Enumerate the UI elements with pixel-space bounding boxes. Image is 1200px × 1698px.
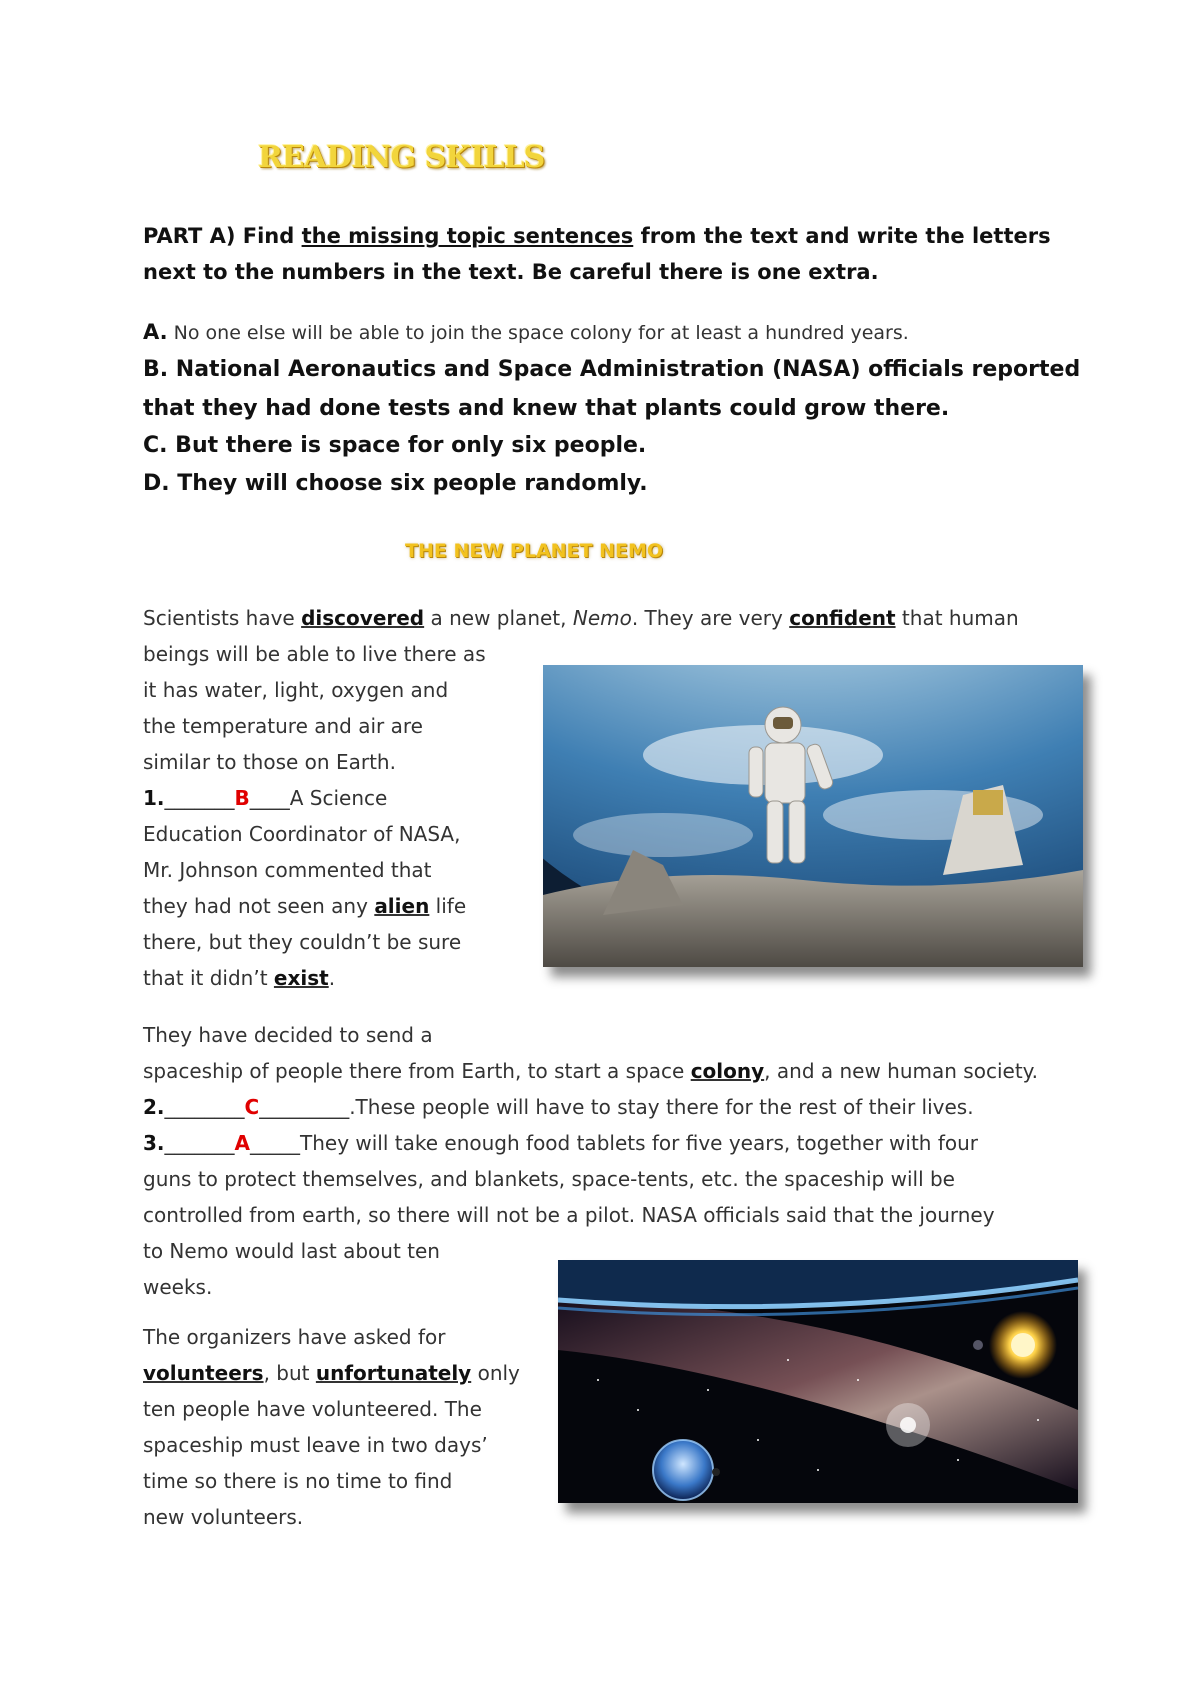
- option-text: They will choose six people randomly.: [169, 471, 648, 496]
- blank: ________: [164, 1095, 245, 1119]
- astronaut-image: [543, 665, 1083, 967]
- option-c: [143, 428, 1083, 464]
- planet-name: Nemo: [572, 606, 632, 630]
- option-d: [143, 466, 1083, 502]
- text: a new planet,: [424, 606, 573, 630]
- text: only: [471, 1361, 520, 1385]
- instructions-underlined: the missing topic sentences: [301, 224, 634, 248]
- gap-answer: A: [234, 1131, 250, 1155]
- blank: _____: [250, 1131, 300, 1155]
- text: that it didn’t: [143, 966, 274, 990]
- gap-answer: C: [244, 1095, 260, 1119]
- text-line: [143, 888, 543, 924]
- text: , but: [263, 1361, 316, 1385]
- option-text: But there is space for only six people.: [167, 433, 647, 458]
- text-line: guns to protect themselves, and blankets, space-tents, etc. the spaceship will be: [143, 1167, 955, 1191]
- text: . They are very: [631, 606, 790, 630]
- page-title: READING SKILLS: [258, 140, 545, 175]
- option-a: [143, 314, 1083, 351]
- text-line: [143, 1355, 543, 1391]
- option-letter: A.: [143, 320, 168, 344]
- text-line: [143, 1053, 1143, 1089]
- blank: _________: [259, 1095, 350, 1119]
- paragraph-1-line-1: [143, 600, 1083, 636]
- blank: _______: [164, 786, 235, 810]
- vocab-unfortunately: unfortunately: [315, 1361, 472, 1385]
- text-line: The organizers have asked for: [143, 1325, 446, 1349]
- text: A Science: [289, 786, 388, 810]
- option-text: No one else will be able to join the space colony for at least a hundred years.: [167, 322, 909, 344]
- vocab-confident: confident: [789, 606, 896, 630]
- text-line: new volunteers.: [143, 1505, 304, 1529]
- gap-2: [143, 1089, 1143, 1125]
- space-photo: [558, 1260, 1078, 1503]
- text-line: They have decided to send a: [143, 1023, 433, 1047]
- text-line: there, but they couldn’t be sure: [143, 930, 462, 954]
- text: They will take enough food tablets for five years, together with four: [300, 1131, 979, 1155]
- gap-3: [143, 1125, 1143, 1161]
- instructions-suffix: from the text and write the letters next to the numbers in the text. Be careful there is one extra.: [143, 224, 1051, 284]
- text-line: controlled from earth, so there will not be a pilot. NASA officials said that the journey: [143, 1203, 995, 1227]
- text-line: spaceship must leave in two days’: [143, 1433, 488, 1457]
- text: that human: [895, 606, 1019, 630]
- astronaut-photo: [543, 665, 1083, 967]
- option-b: [143, 350, 1083, 428]
- gap-number: 1.: [143, 786, 165, 810]
- space-image: [558, 1260, 1078, 1503]
- instructions-prefix: PART A) Find: [143, 224, 302, 248]
- text-line: [143, 960, 543, 996]
- gap-1: [143, 780, 543, 816]
- blank: _______: [164, 1131, 235, 1155]
- text: Scientists have: [143, 606, 302, 630]
- paragraph-4: [143, 1319, 543, 1535]
- paragraph-1-column: [143, 636, 543, 996]
- option-letter: C.: [143, 433, 168, 458]
- text-line: time so there is no time to find: [143, 1469, 453, 1493]
- text-line: the temperature and air are: [143, 714, 423, 738]
- option-text: National Aeronautics and Space Administration (NASA) officials reported that they had done tests and knew that plants could grow there.: [143, 357, 1081, 421]
- text: , and a new human society.: [764, 1059, 1038, 1083]
- article-title: THE NEW PLANET NEMO: [405, 540, 664, 562]
- text-line: similar to those on Earth.: [143, 750, 396, 774]
- vocab-volunteers: volunteers: [143, 1361, 264, 1385]
- text-line: ten people have volunteered. The: [143, 1397, 482, 1421]
- option-letter: D.: [143, 471, 170, 496]
- vocab-exist: exist: [273, 966, 329, 990]
- text-line: to Nemo would last about ten: [143, 1239, 440, 1263]
- text-line: Education Coordinator of NASA,: [143, 822, 461, 846]
- instructions: [143, 218, 1063, 290]
- text: .These people will have to stay there for the rest of their lives.: [349, 1095, 974, 1119]
- gap-number: 2.: [143, 1095, 165, 1119]
- vocab-alien: alien: [374, 894, 430, 918]
- text-line: weeks.: [143, 1275, 213, 1299]
- text: .: [328, 966, 336, 990]
- text: life: [429, 894, 467, 918]
- text: they had not seen any: [143, 894, 375, 918]
- gap-number: 3.: [143, 1131, 165, 1155]
- blank: ____: [249, 786, 290, 810]
- text: spaceship of people there from Earth, to start a space: [143, 1059, 691, 1083]
- text-line: it has water, light, oxygen and: [143, 678, 449, 702]
- text-line: beings will be able to live there as: [143, 642, 486, 666]
- option-letter: B.: [143, 357, 169, 382]
- text-line: Mr. Johnson commented that: [143, 858, 432, 882]
- vocab-discovered: discovered: [301, 606, 425, 630]
- gap-answer: B: [234, 786, 250, 810]
- vocab-colony: colony: [690, 1059, 765, 1083]
